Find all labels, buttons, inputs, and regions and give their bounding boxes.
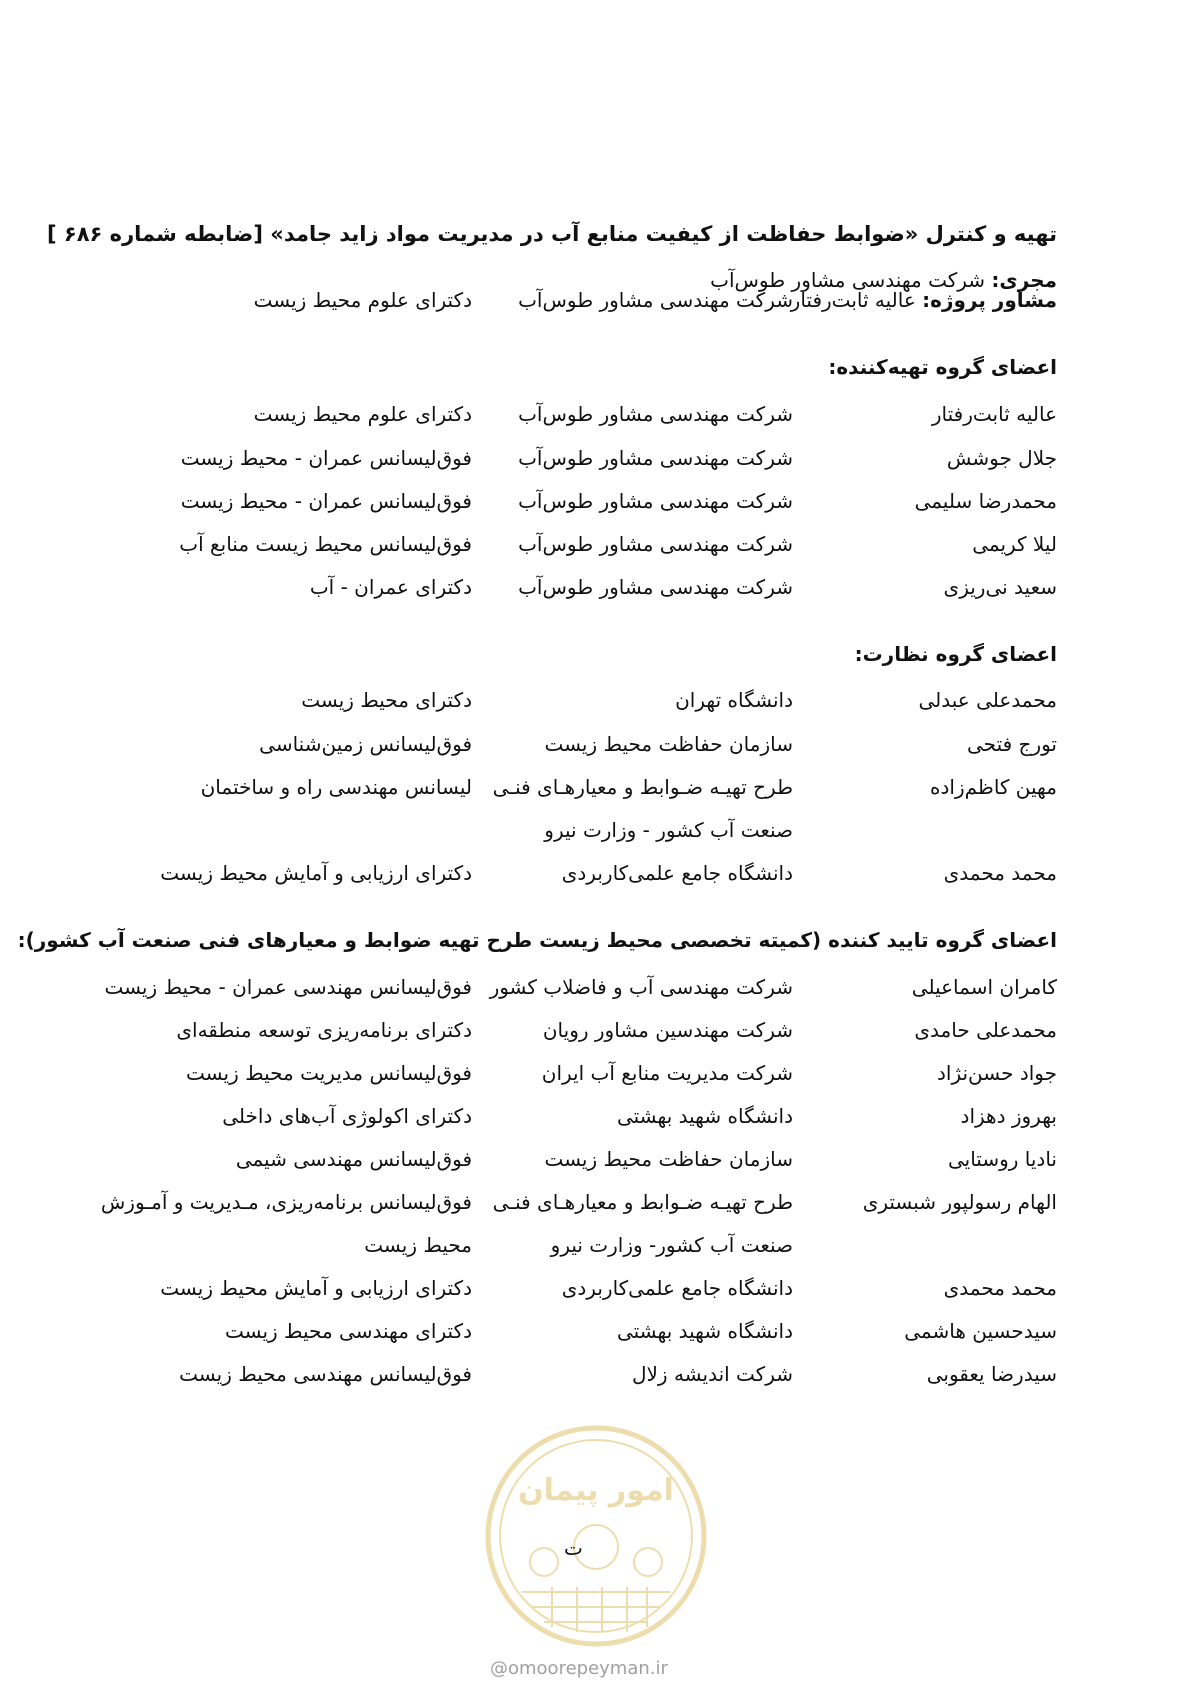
member-degree: فوق‌لیسانس زمین‌شناسی [259, 732, 472, 756]
member-name: لیلا کریمی [972, 532, 1057, 556]
member-name: محمدرضا سلیمی [914, 489, 1057, 513]
member-org: سازمان حفاظت محیط زیست [544, 1147, 793, 1171]
member-degree: لیسانس مهندسی راه و ساختمان [200, 775, 472, 799]
member-name: محمدعلی حامدی [914, 1018, 1057, 1042]
table-row [100, 975, 1057, 1005]
member-degree: دکترای محیط زیست [301, 688, 472, 712]
table-row [100, 688, 1057, 718]
table-row [100, 1104, 1057, 1134]
member-degree: فوق‌لیسانس مهندسی شیمی [235, 1147, 472, 1171]
member-degree: دکترای ارزیابی و آمایش محیط زیست [160, 861, 472, 885]
member-name: نادیا روستایی [947, 1147, 1057, 1171]
member-org: دانشگاه شهید بهشتی [616, 1104, 793, 1128]
table-row [100, 402, 1057, 432]
consultant-name: عالیه ثابت‌رفتار [790, 288, 916, 312]
member-degree: دکترای مهندسی محیط زیست [224, 1319, 472, 1343]
table-row-continuation [100, 818, 1057, 848]
member-org: شرکت مهندسی آب و فاضلاب کشور [489, 975, 793, 999]
table-row [100, 1190, 1057, 1220]
table-row [100, 1319, 1057, 1349]
table-row [100, 489, 1057, 519]
watermark-text: امور پیمان [518, 1473, 674, 1508]
member-degree: فوق‌لیسانس عمران - محیط زیست [180, 489, 472, 513]
member-name: محمدعلی عبدلی [918, 688, 1057, 712]
member-degree: دکترای اکولوژی آب‌های داخلی [222, 1104, 472, 1128]
member-org: طرح تهیـه ضـوابط و معیارهـای فنـی [492, 1190, 793, 1214]
member-degree: فوق‌لیسانس مهندسی محیط زیست [179, 1362, 472, 1386]
member-name: تورج فتحی [967, 732, 1057, 756]
table-row [100, 446, 1057, 476]
preparers-heading: اعضای گروه تهیه‌کننده: [828, 355, 1057, 379]
member-org: دانشگاه جامع علمی‌کاربردی [561, 861, 793, 885]
consultant-org: شرکت مهندسی مشاور طوس‌آب [518, 288, 793, 312]
consultant-name-cell [791, 288, 1057, 312]
table-row-continuation [100, 1233, 1057, 1263]
executor-value: شرکت مهندسی مشاور طوس‌آب [710, 268, 986, 292]
member-degree: دکترای ارزیابی و آمایش محیط زیست [160, 1276, 472, 1300]
member-org: شرکت مهندسی مشاور طوس‌آب [518, 575, 793, 599]
member-org-continuation: صنعت آب کشور- وزارت نیرو [550, 1233, 793, 1257]
table-row [100, 861, 1057, 891]
member-org: دانشگاه شهید بهشتی [616, 1319, 793, 1343]
member-name: کامران اسماعیلی [911, 975, 1057, 999]
member-degree: دکترای عمران - آب [309, 575, 472, 599]
member-org: دانشگاه تهران [675, 688, 793, 712]
member-name: جلال جوشش [946, 446, 1057, 470]
member-org: شرکت مهندسی مشاور طوس‌آب [518, 532, 793, 556]
table-row [100, 775, 1057, 805]
document-title: تهیه و کنترل «ضوابط حفاظت از کیفیت منابع آب در مدیریت مواد زاید جامد» [ضابطه شماره ۶۸۶ ] [46, 222, 1057, 246]
consultant-row [100, 288, 1057, 318]
member-name: الهام رسولپور شبستری [862, 1190, 1057, 1214]
executor-label: مجری: [991, 268, 1057, 292]
member-org: سازمان حفاظت محیط زیست [544, 732, 793, 756]
table-row [100, 532, 1057, 562]
member-org: شرکت مهندسی مشاور طوس‌آب [518, 446, 793, 470]
member-name: سیدحسین هاشمی [904, 1319, 1057, 1343]
consultant-label: مشاور پروژه: [922, 288, 1057, 312]
member-degree: فوق‌لیسانس برنامه‌ریزی، مـدیریت و آمـوزش [100, 1190, 472, 1214]
member-name: مهین کاظم‌زاده [930, 775, 1057, 799]
member-org: دانشگاه جامع علمی‌کاربردی [561, 1276, 793, 1300]
member-degree: دکترای علوم محیط زیست [253, 402, 472, 426]
member-degree: فوق‌لیسانس محیط زیست منابع آب [179, 532, 472, 556]
table-row [100, 1061, 1057, 1091]
member-degree-continuation: محیط زیست [364, 1233, 472, 1257]
member-name: محمد محمدی [943, 861, 1057, 885]
member-org: شرکت مهندسی مشاور طوس‌آب [518, 402, 793, 426]
omoorepeyman-seal-watermark [482, 1422, 710, 1650]
member-degree: فوق‌لیسانس مدیریت محیط زیست [186, 1061, 472, 1085]
member-name: سیدرضا یعقوبی [926, 1362, 1057, 1386]
watermark-url: @omoorepeyman.ir [490, 1658, 668, 1679]
approvers-heading: اعضای گروه تایید کننده (کمیته تخصصی محیط زیست طرح تهیه ضوابط و معیارهای فنی صنعت آب کشور): [17, 928, 1057, 952]
member-org: شرکت مدیریت منابع آب ایران [541, 1061, 793, 1085]
member-degree: فوق‌لیسانس عمران - محیط زیست [180, 446, 472, 470]
member-name: محمد محمدی [943, 1276, 1057, 1300]
table-row [100, 732, 1057, 762]
table-row [100, 1362, 1057, 1392]
table-row [100, 575, 1057, 605]
member-name: سعید نی‌ریزی [943, 575, 1057, 599]
table-row [100, 1018, 1057, 1048]
consultant-degree: دکترای علوم محیط زیست [253, 288, 472, 312]
table-row [100, 1276, 1057, 1306]
table-row [100, 1147, 1057, 1177]
member-degree: دکترای برنامه‌ریزی توسعه منطقه‌ای [176, 1018, 472, 1042]
member-org: شرکت اندیشه زلال [631, 1362, 793, 1386]
member-degree: فوق‌لیسانس مهندسی عمران - محیط زیست [104, 975, 472, 999]
member-org-continuation: صنعت آب کشور - وزارت نیرو [544, 818, 793, 842]
member-org: شرکت مهندسین مشاور رویان [542, 1018, 793, 1042]
supervisors-heading: اعضای گروه نظارت: [854, 642, 1057, 666]
member-name: بهروز دهزاد [960, 1104, 1057, 1128]
member-org: طرح تهیـه ضـوابط و معیارهـای فنـی [492, 775, 793, 799]
member-name: عالیه ثابت‌رفتار [931, 402, 1057, 426]
member-name: جواد حسن‌نژاد [936, 1061, 1057, 1085]
page-number: ت [564, 1536, 583, 1560]
member-org: شرکت مهندسی مشاور طوس‌آب [518, 489, 793, 513]
